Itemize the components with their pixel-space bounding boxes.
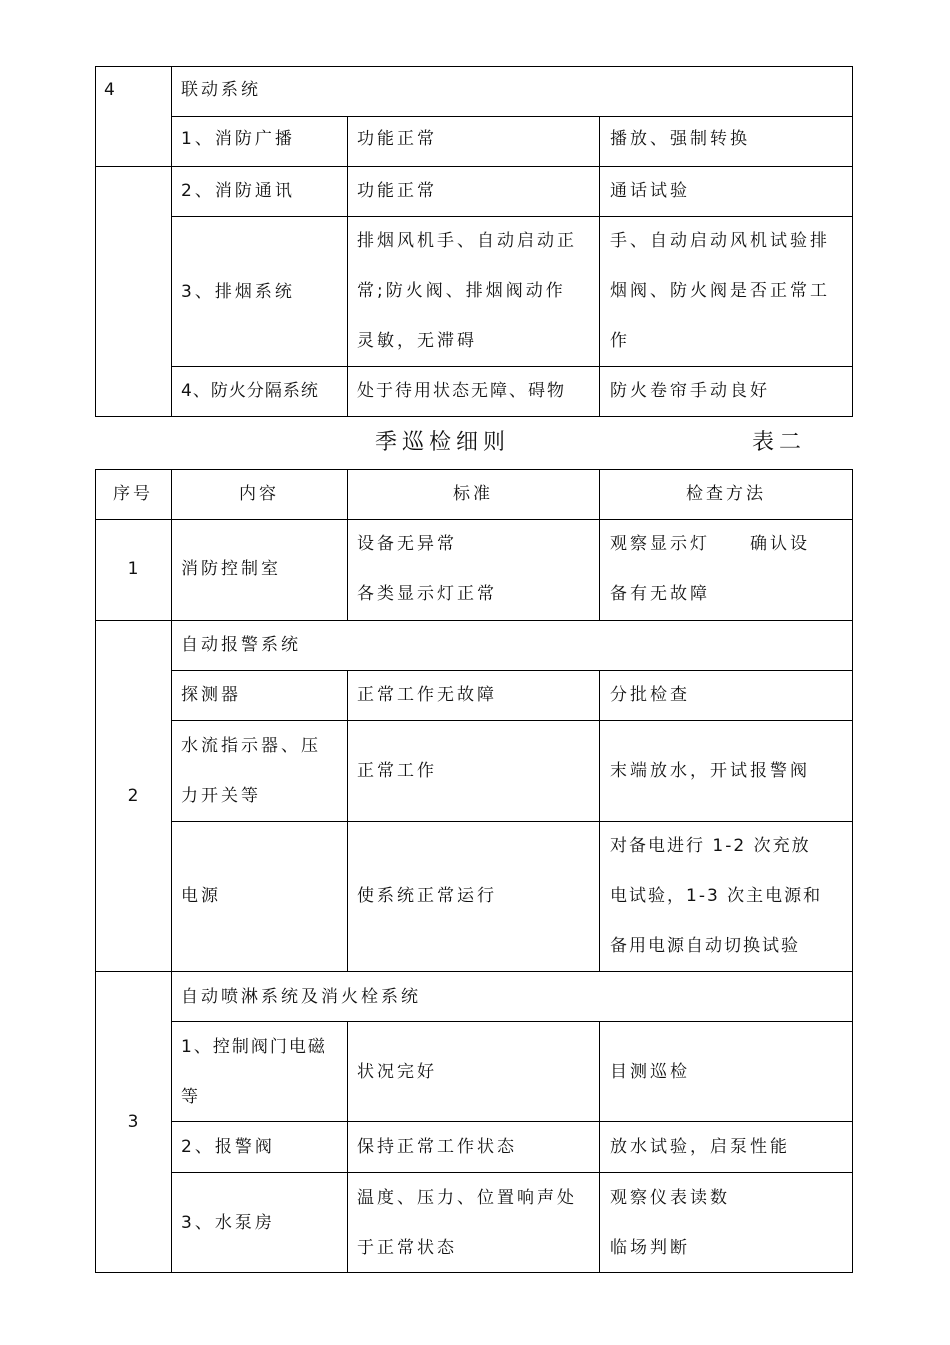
- item-name: 3、水泵房: [181, 1213, 275, 1233]
- item-method: 目测巡检: [610, 1062, 690, 1082]
- item-name: 2、报警阀: [181, 1137, 275, 1157]
- table-rule: [95, 519, 853, 520]
- table-col-rule: [347, 116, 348, 417]
- header-content: 内容: [239, 484, 279, 504]
- item-method: 播放、强制转换: [610, 129, 750, 149]
- table-label: 表二: [752, 430, 807, 455]
- item-name: 等: [181, 1087, 201, 1107]
- table-rule: [171, 670, 853, 671]
- item-name: 探测器: [181, 685, 241, 705]
- item-standard: 各类显示灯正常: [357, 584, 497, 604]
- item-method: 观察仪表读数: [610, 1188, 730, 1208]
- item-method: 观察显示灯 确认设: [610, 534, 810, 554]
- row-number: 2: [127, 786, 139, 806]
- item-method: 电试验，1-3 次主电源和: [610, 886, 823, 906]
- item-method: 备有无故障: [610, 584, 710, 604]
- table-rule: [171, 720, 853, 721]
- table-border-left: [95, 66, 96, 417]
- item-standard: 处于待用状态无障、碍物: [357, 381, 566, 401]
- item-method: 防火卷帘手动良好: [610, 381, 770, 401]
- table-col-rule: [347, 670, 348, 972]
- header-method: 检查方法: [686, 484, 766, 504]
- table-col-rule: [347, 469, 348, 621]
- table-border-right: [852, 66, 853, 417]
- item-method: 烟阀、防火阀是否正常工: [610, 281, 830, 301]
- item-content: 消防控制室: [181, 559, 281, 579]
- table-col-rule: [599, 116, 600, 417]
- item-standard: 灵敏，无滞碍: [357, 331, 477, 351]
- table-border-top: [95, 469, 853, 470]
- table-rule: [171, 116, 853, 117]
- table-border-right: [852, 469, 853, 1273]
- table-border-top: [95, 66, 853, 67]
- header-no: 序号: [113, 484, 153, 504]
- item-method: 放水试验，启泵性能: [610, 1137, 790, 1157]
- row-number: 1: [127, 559, 139, 579]
- table-col-rule: [599, 670, 600, 972]
- table-col-rule: [171, 66, 172, 417]
- table-rule: [171, 821, 853, 822]
- table-border-bottom: [95, 416, 853, 417]
- item-name: 1、控制阀门电磁: [181, 1037, 327, 1057]
- item-standard: 温度、压力、位置响声处: [357, 1188, 577, 1208]
- item-method: 手、自动启动风机试验排: [610, 231, 830, 251]
- item-name: 4、防火分隔系统: [181, 381, 319, 401]
- table-border-bottom: [95, 1272, 853, 1273]
- table-border-left: [95, 469, 96, 1273]
- table-col-rule: [171, 469, 172, 1273]
- table-rule: [171, 1172, 853, 1173]
- item-name: 3、排烟系统: [181, 282, 295, 302]
- row-number: 4: [104, 80, 115, 100]
- item-name: 电源: [181, 886, 221, 906]
- section-title: 自动报警系统: [181, 635, 301, 655]
- item-standard: 正常工作: [357, 761, 437, 781]
- item-standard: 功能正常: [357, 181, 437, 201]
- item-name: 1、消防广播: [181, 129, 295, 149]
- item-standard: 于正常状态: [357, 1238, 457, 1258]
- item-name: 力开关等: [181, 786, 261, 806]
- item-name: 水流指示器、压: [181, 736, 321, 756]
- item-standard: 保持正常工作状态: [357, 1137, 517, 1157]
- item-standard: 排烟风机手、自动启动正: [357, 231, 577, 251]
- item-standard: 设备无异常: [357, 534, 457, 554]
- table-rule: [171, 216, 853, 217]
- item-standard: 常;防火阀、排烟阀动作: [357, 281, 566, 301]
- item-method: 分批检查: [610, 685, 690, 705]
- section-title: 联动系统: [181, 80, 261, 100]
- header-standard: 标准: [453, 484, 493, 504]
- item-standard: 功能正常: [357, 129, 437, 149]
- page-title: 季巡检细则: [375, 430, 511, 455]
- section-title: 自动喷淋系统及消火栓系统: [181, 987, 421, 1007]
- table-rule: [95, 971, 853, 972]
- table-col-rule: [599, 1021, 600, 1273]
- table-rule: [95, 620, 853, 621]
- table-rule: [95, 166, 853, 167]
- item-standard: 状况完好: [357, 1062, 437, 1082]
- table-rule: [171, 1121, 853, 1122]
- table-rule: [171, 1021, 853, 1022]
- table-col-rule: [347, 1021, 348, 1273]
- item-name: 2、消防通讯: [181, 181, 295, 201]
- item-method: 备用电源自动切换试验: [610, 936, 800, 956]
- item-method: 对备电进行 1-2 次充放: [610, 836, 811, 856]
- item-method: 末端放水，开试报警阀: [610, 761, 810, 781]
- table-col-rule: [599, 469, 600, 621]
- item-method: 临场判断: [610, 1238, 690, 1258]
- item-standard: 使系统正常运行: [357, 886, 497, 906]
- table-rule: [171, 366, 853, 367]
- item-method: 作: [610, 331, 630, 351]
- row-number: 3: [127, 1112, 139, 1132]
- item-method: 通话试验: [610, 181, 690, 201]
- item-standard: 正常工作无故障: [357, 685, 497, 705]
